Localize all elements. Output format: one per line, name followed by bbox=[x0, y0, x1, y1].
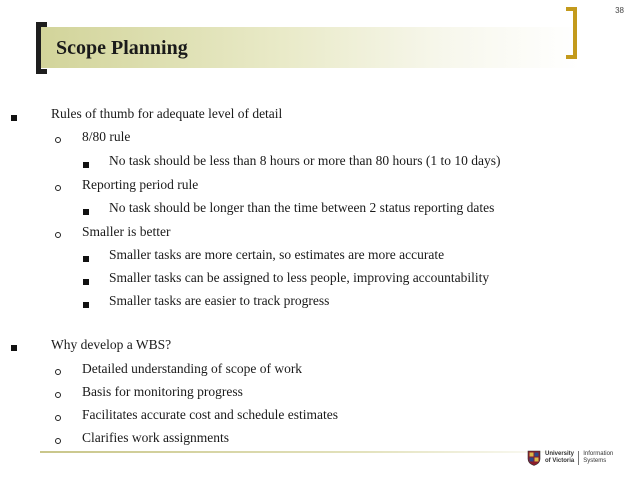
bullet-square-icon bbox=[83, 256, 89, 262]
bullet-square-icon bbox=[11, 345, 17, 351]
list-item: Smaller is better bbox=[82, 224, 171, 239]
logo-divider bbox=[578, 451, 579, 465]
list-item: Detailed understanding of scope of work bbox=[82, 361, 303, 376]
right-bracket-decoration bbox=[566, 7, 577, 59]
list-item: 8/80 rule bbox=[82, 129, 131, 144]
list-item: No task should be longer than the time between 2 status reporting dates bbox=[109, 200, 495, 215]
bullet-circle-icon bbox=[55, 369, 61, 375]
list-item: Rules of thumb for adequate level of detail bbox=[51, 106, 283, 121]
bullet-square-icon bbox=[83, 279, 89, 285]
bullet-circle-icon bbox=[55, 137, 61, 143]
slide-number: 38 bbox=[615, 6, 624, 15]
bullet-circle-icon bbox=[55, 232, 61, 238]
bullet-circle-icon bbox=[55, 415, 61, 421]
list-item: Smaller tasks are more certain, so estimates are more accurate bbox=[109, 247, 445, 262]
list-item: Smaller tasks are easier to track progress bbox=[109, 293, 330, 308]
bullet-circle-icon bbox=[55, 438, 61, 444]
list-item: No task should be less than 8 hours or more than 80 hours (1 to 10 days) bbox=[109, 153, 501, 168]
list-item: Why develop a WBS? bbox=[51, 337, 172, 352]
bullet-circle-icon bbox=[55, 185, 61, 191]
shield-crest-icon bbox=[527, 450, 541, 466]
bullet-square-icon bbox=[83, 209, 89, 215]
list-item: Basis for monitoring progress bbox=[82, 384, 243, 399]
slide-title: Scope Planning bbox=[56, 37, 188, 59]
bullet-circle-icon bbox=[55, 392, 61, 398]
university-logo bbox=[527, 450, 613, 466]
department-name: Information Systems bbox=[583, 451, 614, 464]
left-bracket-decoration bbox=[36, 22, 47, 74]
bullet-square-icon bbox=[83, 162, 89, 168]
university-name: University of Victoria bbox=[545, 451, 575, 464]
bullet-square-icon bbox=[83, 302, 89, 308]
list-item: Clarifies work assignments bbox=[82, 430, 229, 445]
list-item: Facilitates accurate cost and schedule estimates bbox=[82, 407, 339, 422]
list-item: Reporting period rule bbox=[82, 177, 199, 192]
bullet-square-icon bbox=[11, 115, 17, 121]
list-item: Smaller tasks can be assigned to less people, improving accountability bbox=[109, 270, 490, 285]
footer-rule bbox=[40, 451, 580, 453]
